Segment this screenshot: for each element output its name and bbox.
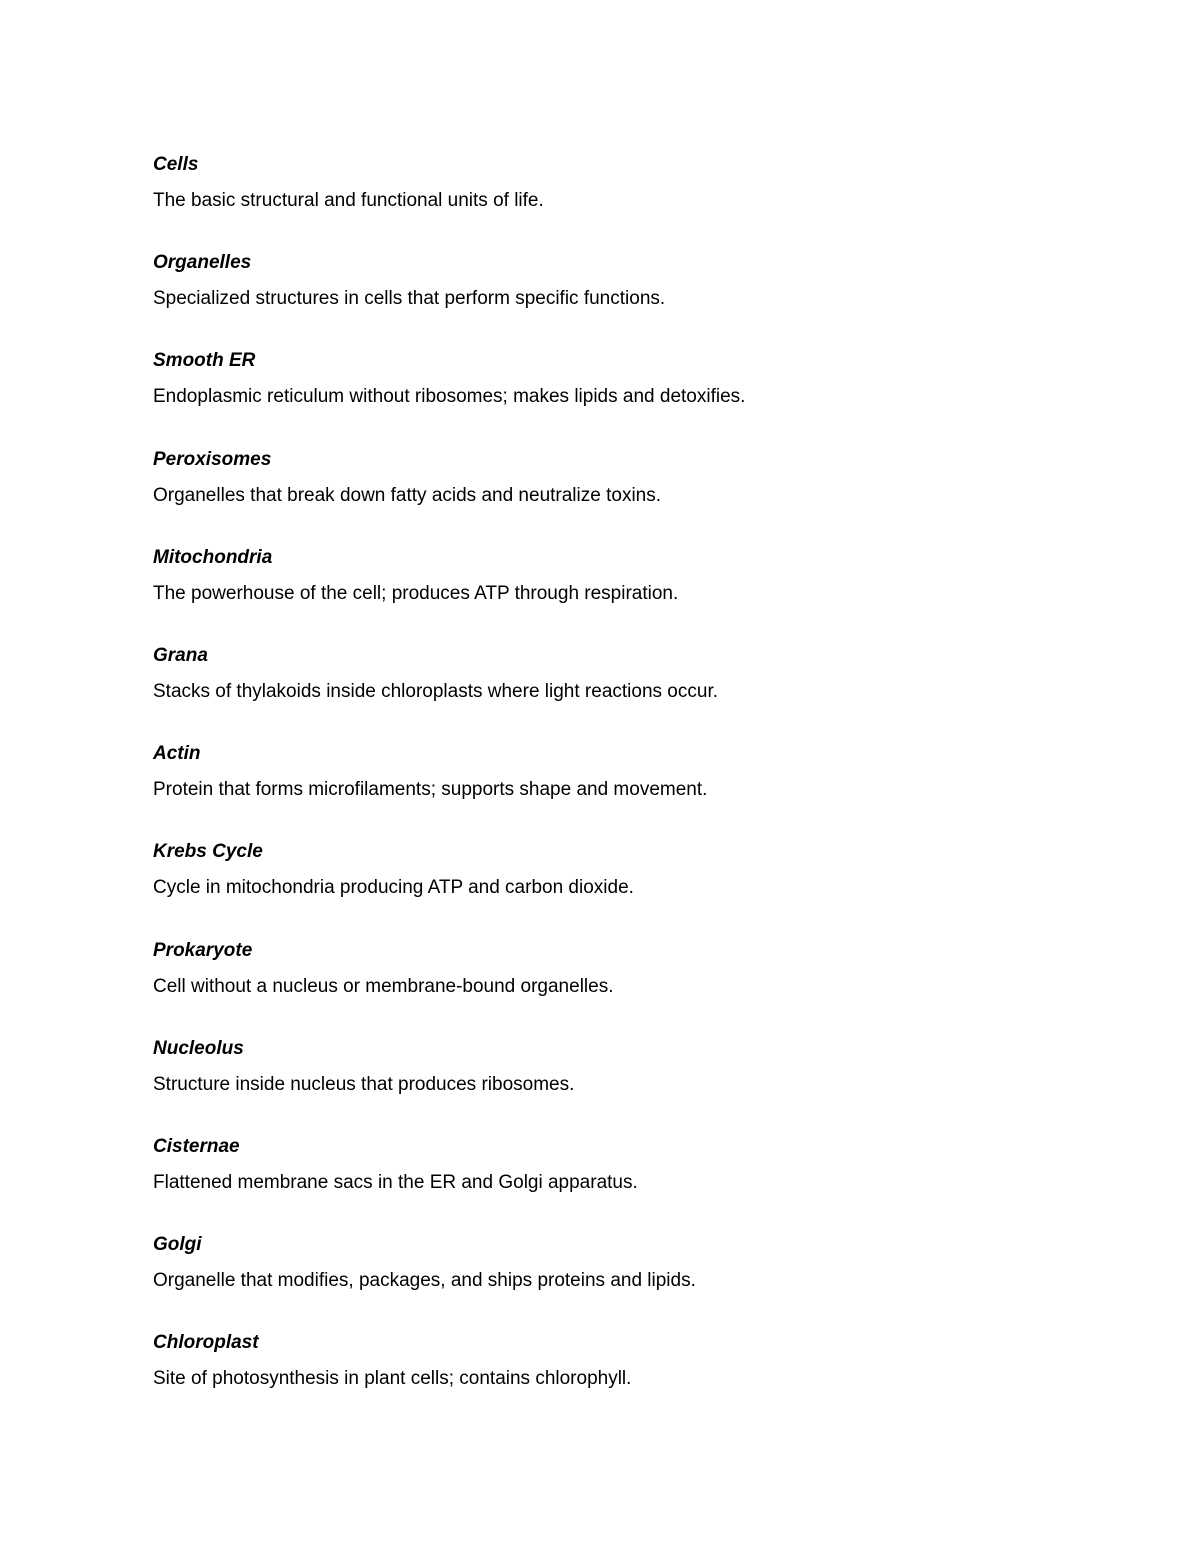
glossary-entry-smooth-er bbox=[153, 350, 1113, 448]
entry-definition: The basic structural and functional units of life. bbox=[153, 190, 544, 211]
glossary-entry-nucleolus bbox=[153, 1038, 1113, 1136]
glossary-entry-peroxisomes bbox=[153, 449, 1113, 547]
entry-term: Actin bbox=[153, 743, 201, 765]
entry-definition: Organelles that break down fatty acids and neutralize toxins. bbox=[153, 484, 662, 506]
entry-definition: Protein that forms microfilaments; supports shape and movement. bbox=[153, 779, 708, 801]
entry-definition: Flattened membrane sacs in the ER and Golgi apparatus. bbox=[153, 1171, 638, 1193]
glossary-entry-actin bbox=[153, 743, 1113, 841]
entry-definition: Specialized structures in cells that perform specific functions. bbox=[153, 288, 666, 310]
entry-term: Krebs Cycle bbox=[153, 841, 263, 863]
entry-term: Golgi bbox=[153, 1234, 202, 1256]
glossary-list bbox=[153, 154, 1113, 1430]
entry-definition: The powerhouse of the cell; produces ATP through respiration. bbox=[153, 582, 679, 604]
entry-term: Mitochondria bbox=[153, 546, 273, 568]
entry-term: Smooth ER bbox=[153, 350, 256, 372]
glossary-entry-golgi bbox=[153, 1234, 1113, 1332]
entry-term: Nucleolus bbox=[153, 1037, 244, 1059]
glossary-entry-cells bbox=[153, 154, 1113, 252]
entry-term: Cisternae bbox=[153, 1135, 240, 1157]
entry-term: Peroxisomes bbox=[153, 448, 272, 470]
entry-definition: Organelle that modifies, packages, and ships proteins and lipids. bbox=[153, 1270, 696, 1292]
entry-definition: Endoplasmic reticulum without ribosomes; makes lipids and detoxifies. bbox=[153, 386, 746, 408]
entry-definition: Structure inside nucleus that produces ribosomes. bbox=[153, 1073, 575, 1095]
glossary-entry-mitochondria bbox=[153, 547, 1113, 645]
entry-definition: Cell without a nucleus or membrane-bound organelles. bbox=[153, 975, 614, 997]
glossary-entry-prokaryote bbox=[153, 940, 1113, 1038]
glossary-entry-cisternae bbox=[153, 1136, 1113, 1234]
entry-term: Cells bbox=[153, 154, 199, 175]
entry-term: Grana bbox=[153, 644, 208, 666]
entry-definition: Site of photosynthesis in plant cells; contains chlorophyll. bbox=[153, 1368, 632, 1390]
entry-term: Chloroplast bbox=[153, 1332, 259, 1354]
glossary-entry-grana bbox=[153, 645, 1113, 743]
glossary-entry-chloroplast bbox=[153, 1332, 1113, 1430]
entry-definition: Cycle in mitochondria producing ATP and carbon dioxide. bbox=[153, 877, 634, 899]
entry-definition: Stacks of thylakoids inside chloroplasts where light reactions occur. bbox=[153, 680, 718, 702]
glossary-entry-krebs-cycle bbox=[153, 841, 1113, 939]
entry-term: Prokaryote bbox=[153, 939, 253, 961]
glossary-entry-organelles bbox=[153, 252, 1113, 350]
entry-term: Organelles bbox=[153, 252, 252, 274]
